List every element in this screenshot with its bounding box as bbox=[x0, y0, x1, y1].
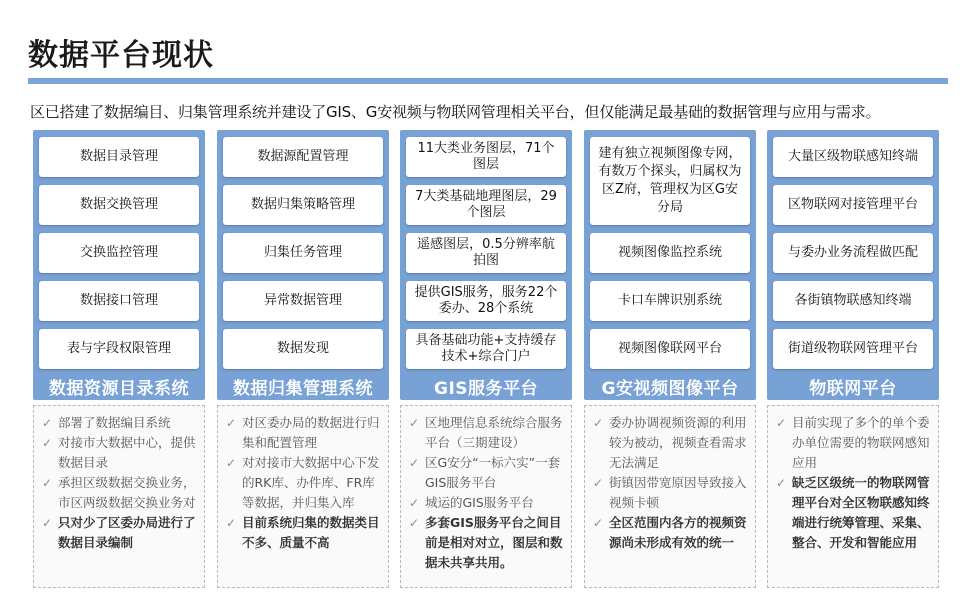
column-header: G安视频图像平台 bbox=[601, 379, 739, 399]
feature-box: 表与字段权限管理 bbox=[39, 329, 199, 369]
intro-text: 区已搭建了数据编目、归集管理系统并建设了GIS、G安视频与物联网管理相关平台，但仅能满足最基础的数据管理与应用与需求。 bbox=[30, 103, 881, 121]
column-notes bbox=[767, 405, 939, 588]
checkmark-icon: ✓ bbox=[593, 476, 604, 490]
checkmark-icon: ✓ bbox=[409, 496, 420, 510]
checkmark-icon: ✓ bbox=[409, 416, 420, 430]
feature-box: 异常数据管理 bbox=[223, 281, 383, 321]
checkmark-icon: ✓ bbox=[226, 416, 237, 430]
note-item: ✓ 缺乏区级统一的物联网管理平台对全区物联感知终端进行统筹管理、采集、整合、开发和智能应用 bbox=[776, 473, 930, 553]
checkmark-icon: ✓ bbox=[226, 516, 237, 530]
feature-box: 归集任务管理 bbox=[223, 233, 383, 273]
note-item: ✓ 区G安分“一标六实”一套GIS服务平台 bbox=[409, 453, 563, 493]
feature-box: 建有独立视频图像专网，有数万个探头，归属权为区Z府，管理权为区G安分局 bbox=[590, 137, 750, 225]
checkmark-icon: ✓ bbox=[409, 516, 420, 530]
column-header: GIS服务平台 bbox=[433, 379, 539, 399]
column-panel bbox=[767, 130, 939, 400]
feature-box: 具备基础功能+支持缓存技术+综合门户 bbox=[406, 329, 566, 369]
feature-box: 街道级物联网管理平台 bbox=[773, 329, 933, 369]
column-header: 物联网平台 bbox=[809, 379, 897, 399]
feature-box: 各街镇物联感知终端 bbox=[773, 281, 933, 321]
note-item: ✓ 区地理信息系统综合服务平台（三期建设） bbox=[409, 413, 563, 453]
feature-box: 遥感图层，0.5分辨率航拍图 bbox=[406, 233, 566, 273]
feature-box: 数据目录管理 bbox=[39, 137, 199, 177]
feature-box: 视频图像联网平台 bbox=[590, 329, 750, 369]
note-item: ✓ 城运的GIS服务平台 bbox=[409, 493, 563, 513]
checkmark-icon: ✓ bbox=[42, 516, 53, 530]
checkmark-icon: ✓ bbox=[42, 476, 53, 490]
column-panel bbox=[400, 130, 572, 400]
column-notes bbox=[584, 405, 756, 588]
column-notes bbox=[217, 405, 389, 588]
note-item: ✓ 委办协调视频资源的利用较为被动，视频查看需求无法满足 bbox=[593, 413, 747, 473]
checkmark-icon: ✓ bbox=[42, 416, 53, 430]
page-title: 数据平台现状 bbox=[28, 38, 214, 73]
checkmark-icon: ✓ bbox=[226, 456, 237, 470]
column-header: 数据归集管理系统 bbox=[233, 379, 373, 399]
checkmark-icon: ✓ bbox=[776, 476, 787, 490]
feature-box: 提供GIS服务，服务22个委办、28个系统 bbox=[406, 281, 566, 321]
column-panel bbox=[584, 130, 756, 400]
feature-box: 数据交换管理 bbox=[39, 185, 199, 225]
checkmark-icon: ✓ bbox=[593, 416, 604, 430]
feature-box: 区物联网对接管理平台 bbox=[773, 185, 933, 225]
feature-box: 数据接口管理 bbox=[39, 281, 199, 321]
feature-box: 11大类业务图层，71个图层 bbox=[406, 137, 566, 177]
checkmark-icon: ✓ bbox=[42, 436, 53, 450]
checkmark-icon: ✓ bbox=[409, 456, 420, 470]
column-panel bbox=[217, 130, 389, 400]
title-underline bbox=[28, 78, 948, 84]
note-item: ✓ 对区委办局的数据进行归集和配置管理 bbox=[226, 413, 380, 453]
column-header: 数据资源目录系统 bbox=[49, 379, 189, 399]
column-notes bbox=[400, 405, 572, 588]
column-panel bbox=[33, 130, 205, 400]
note-item: ✓ 对接市大数据中心，提供数据目录 bbox=[42, 433, 196, 473]
feature-box: 大量区级物联感知终端 bbox=[773, 137, 933, 177]
note-item: ✓ 全区范围内各方的视频资源尚未形成有效的统一 bbox=[593, 513, 747, 553]
note-item: ✓ 多套GIS服务平台之间目前是相对对立，图层和数据未共享共用。 bbox=[409, 513, 563, 573]
note-item: ✓ 部署了数据编目系统 bbox=[42, 413, 196, 433]
feature-box: 数据源配置管理 bbox=[223, 137, 383, 177]
feature-box: 视频图像监控系统 bbox=[590, 233, 750, 273]
note-item: ✓ 只对少了区委办局进行了数据目录编制 bbox=[42, 513, 196, 553]
note-item: ✓ 目前系统归集的数据类目不多、质量不高 bbox=[226, 513, 380, 553]
note-item: ✓ 承担区级数据交换业务，市区两级数据交换业务对 bbox=[42, 473, 196, 513]
feature-box: 数据发现 bbox=[223, 329, 383, 369]
feature-box: 卡口车牌识别系统 bbox=[590, 281, 750, 321]
feature-box: 数据归集策略管理 bbox=[223, 185, 383, 225]
feature-box: 7大类基础地理图层，29个图层 bbox=[406, 185, 566, 225]
note-item: ✓ 目前实现了多个的单个委办单位需要的物联网感知应用 bbox=[776, 413, 930, 473]
feature-box: 交换监控管理 bbox=[39, 233, 199, 273]
checkmark-icon: ✓ bbox=[776, 416, 787, 430]
column-notes bbox=[33, 405, 205, 588]
note-item: ✓ 街镇因带宽原因导致接入视频卡顿 bbox=[593, 473, 747, 513]
note-item: ✓ 对对接市大数据中心下发的RK库、办件库、FR库等数据，并归集入库 bbox=[226, 453, 380, 513]
checkmark-icon: ✓ bbox=[593, 516, 604, 530]
feature-box: 与委办业务流程做匹配 bbox=[773, 233, 933, 273]
